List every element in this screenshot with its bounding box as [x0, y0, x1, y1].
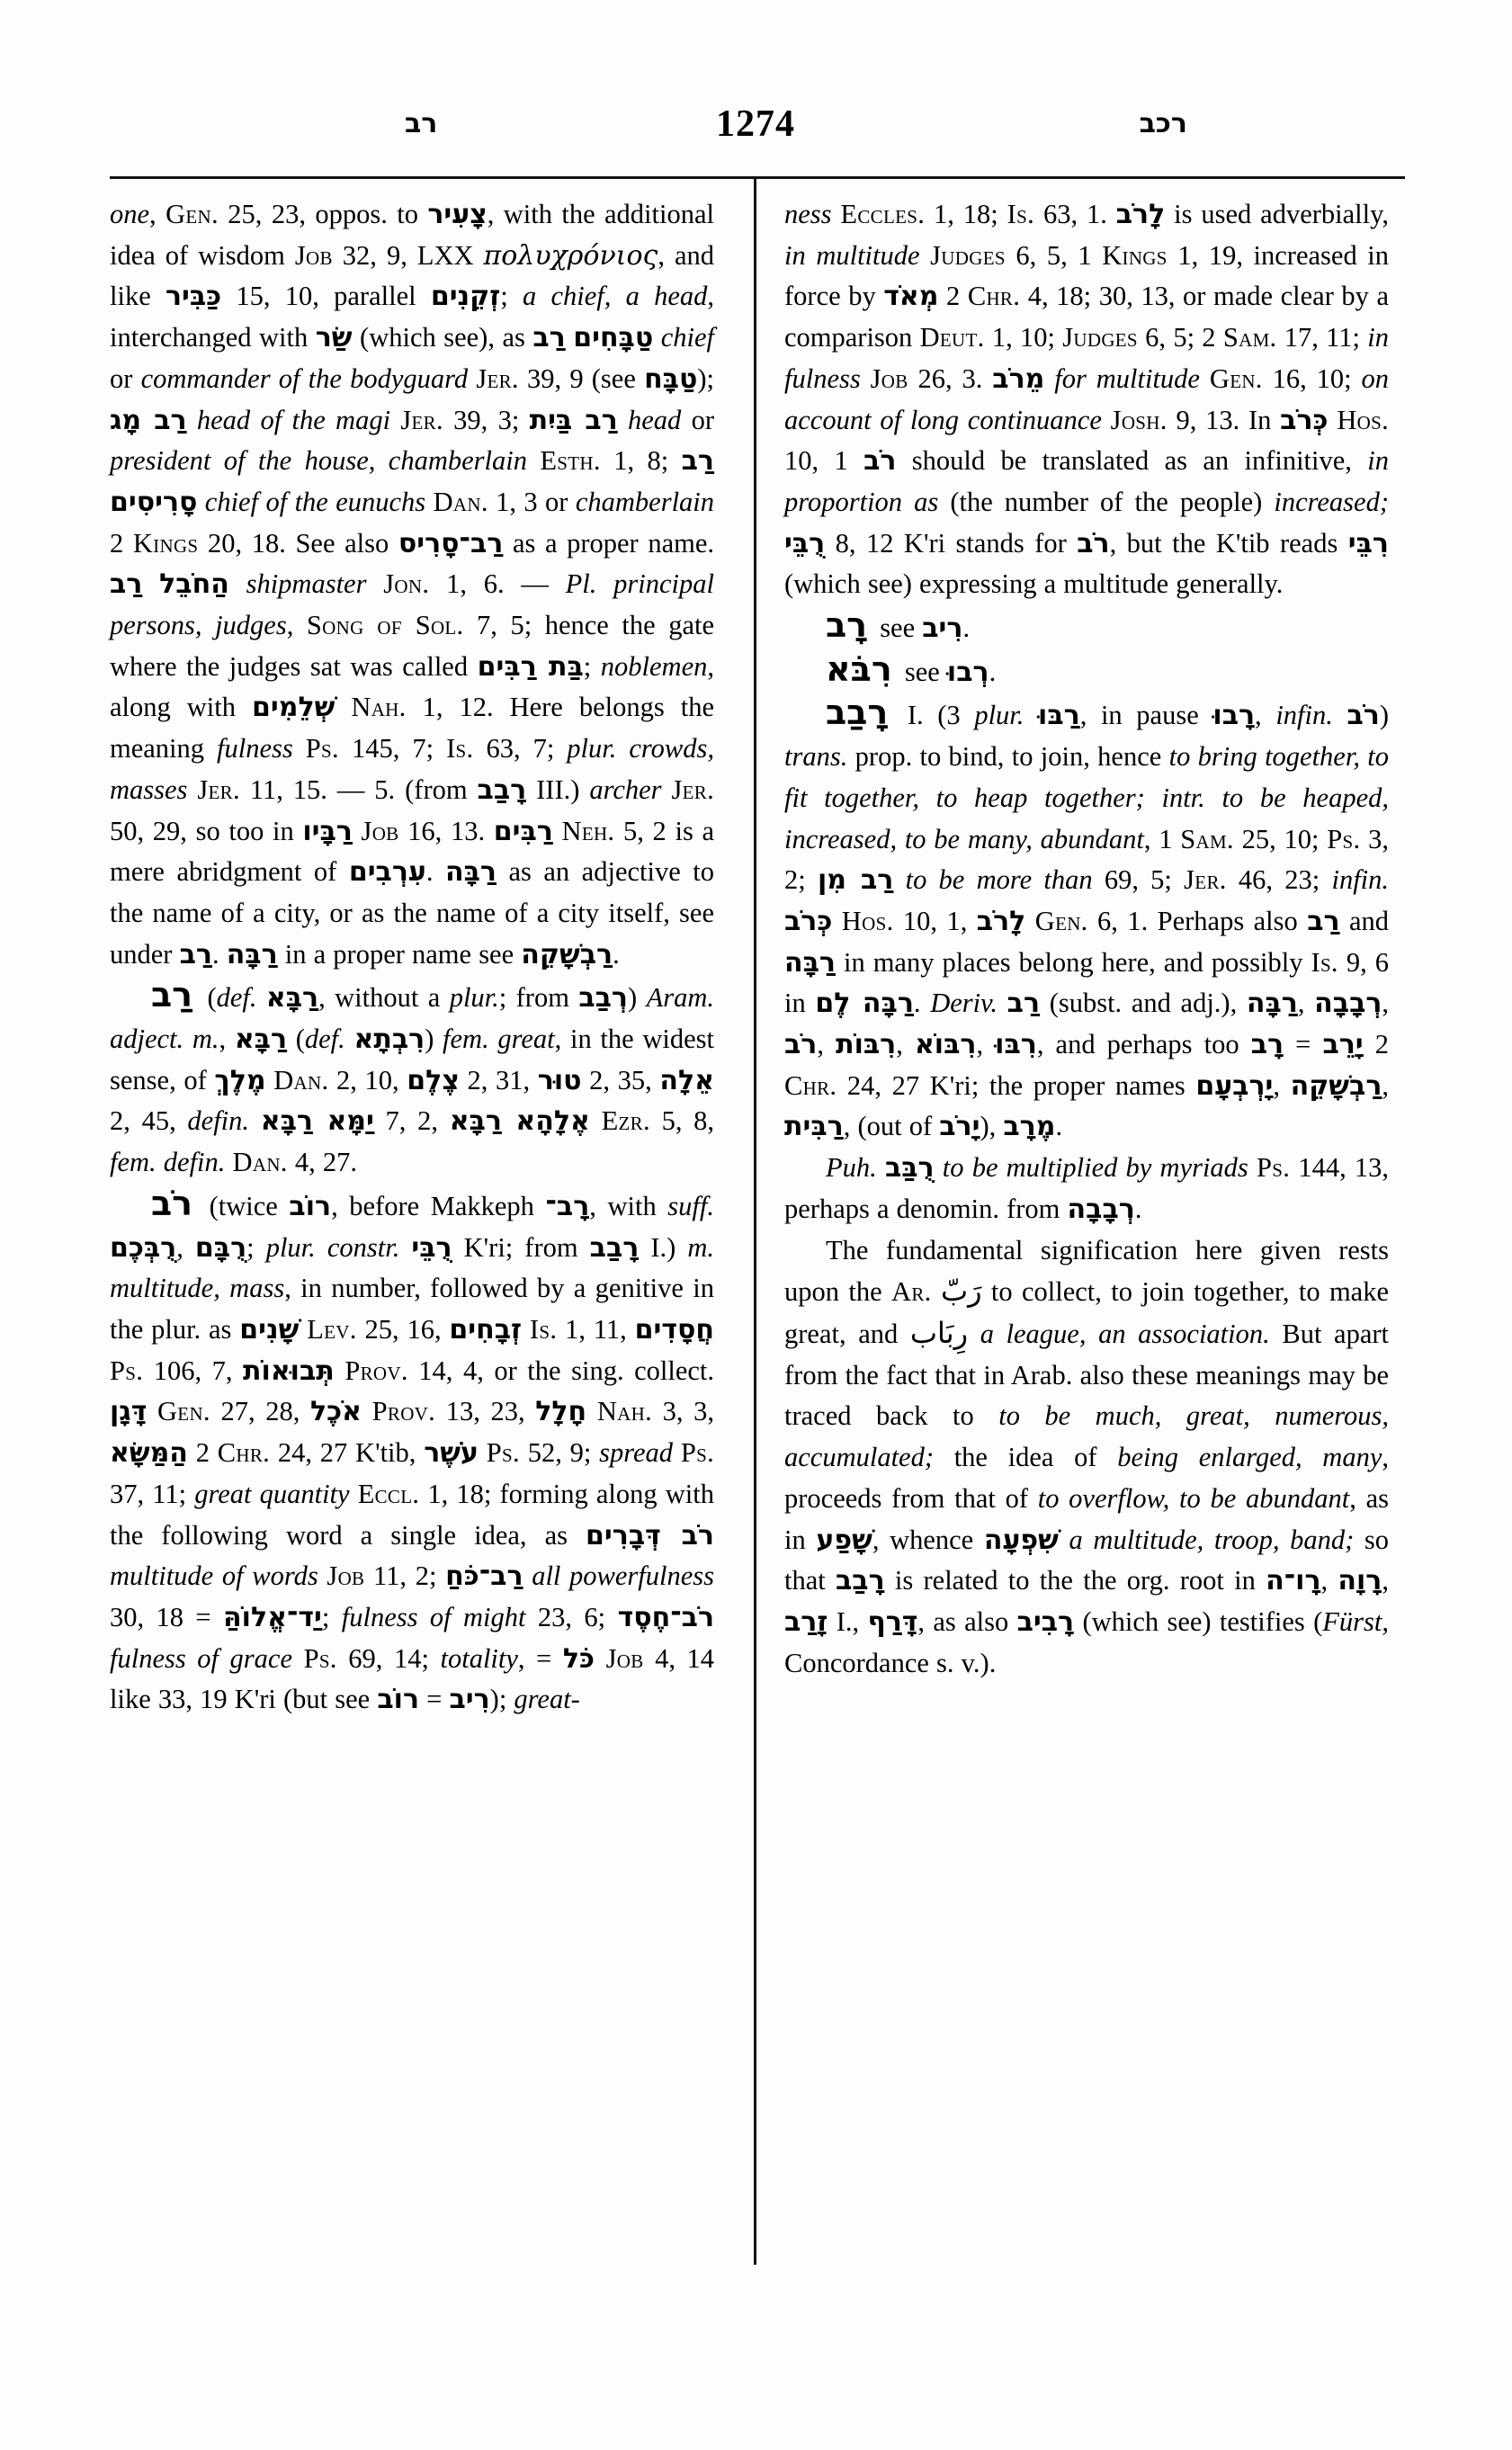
paragraph: רָב see רִיב.: [826, 605, 971, 646]
page-number: 1274: [716, 103, 795, 145]
column-separator-rule: [754, 176, 756, 2265]
paragraph: רִבֹּא see רְבוּ.: [826, 648, 997, 689]
paragraph: Puh. רֻבַּב to be multiplied by myriads Ps. 144, 13, perhaps a denomin. from רְבָבָה.: [784, 1152, 1390, 1225]
right-text-column: [784, 194, 1389, 1684]
paragraph: one, Gen. 25, 23, oppos. to צָעִיר, with the additional idea of wisdom Job 32, 9, LXX πολυχρόνιος, and like כַּבִּיר 15, 10, parallel זְקֵנִים; a chief, a head, interchanged with שַׂר (which see), as רַב טַבָּחִים chief or commander of the bodyguard Jer. 39, 9 (see טַבָּח); רַב מָג head of the magi Jer. 39, 3; רַב בַּיִת head or president of the house, chamberlain Esth. 1, 8; רַב סָרִיסִים chief of the eunuchs Dan. 1, 3 or chamberlain 2 Kings 20, 18. See also רַב־סָרִיס as a proper name. רַב הַחֹבֵל shipmaster Jon. 1, 6. — Pl. principal persons, judges, Song of Sol. 7, 5; hence the gate where the judges sat was called בַּת רַבִּים; noblemen, along with שְׁלֵמִים Nah. 1, 12. Here belongs the meaning fulness Ps. 145, 7; Is. 63, 7; plur. crowds, masses Jer. 11, 15. — 5. (from רָבַב III.) archer Jer. 50, 29, so too in רַבָּיו Job 16, 13. רַבִּים Neh. 5, 2 is a mere abridgment of עִרְבִים. רַבָּה as an adjective to the name of a city, or as the name of a city itself, see under רַב. רַבָּה in a proper name see רַבְשָׁקֵה.: [110, 199, 715, 970]
paragraph: רַב (def. רַבָּא, without a plur.; from רְבַב) Aram. adject. m., רַבָּא (def. רִבְתָא) fem. great, in the widest sense, of מֶלֶךְ Dan. 2, 10, צֶלֶם 2, 31, טוּר 2, 35, אֵלָה 2, 45, defin. יַמָּא רַבָּא 7, 2, אֶלָהָא רַבָּא Ezr. 5, 8, fem. defin. Dan. 4, 27.: [110, 975, 715, 1178]
running-head-left-lemma: רב: [405, 108, 438, 139]
paragraph: ness Eccles. 1, 18; Is. 63, 1. לָרֹב is used adverbially, in multitude Judges 6, 5, 1 Kings 1, 19, increased in force by מְאֹד 2 Chr. 4, 18; 30, 13, or made clear by a comparison Deut. 1, 10; Judges 6, 5; 2 Sam. 17, 11; in fulness Job 26, 3. מֵרֹב for multitude Gen. 16, 10; on account of long continuance Josh. 9, 13. In כְּרֹב Hos. 10, 1 רֹב should be translated as an infinitive, in proportion as (the number of the people) increased; רֻבֵּי 8, 12 K'ri stands for רֹב, but the K'tib reads רִבֵּי (which see) expressing a multitude generally.: [784, 199, 1390, 600]
paragraph: רָבַב I. (3 plur. רַבּוּ, in pause רָבוּ, infin. רֹב) trans. prop. to bind, to join, hence to bring together, to fit together, to heap together; intr. to be heaped, increased, to be many, abundant, 1 Sam. 25, 10; Ps. 3, 2; רַב מִן to be more than 69, 5; Jer. 46, 23; infin. כְּרֹב Hos. 10, 1, לָרֹב Gen. 6, 1. Perhaps also רַב and רַבָּה in many places belong here, and possibly Is. 9, 6 in רַבָּה לֶם. Deriv. רַב (subst. and adj.), רַבָּה, רְבָבָה, רֹב, רִבּוֹת, רִבּוֹא, רִבּוּ, and perhaps too רָב = יָרֵב 2 Chr. 24, 27 K'ri; the proper names יָרְבְעָם, רַבְשָׁקֵה, רַבִּית, (out of יָרֹב), מֶרָב.: [784, 693, 1390, 1143]
paragraph: רֹב (twice רוֹב, before Makkeph רָב־, with suff. רֻבְּכֶם, רֻבָּם; plur. constr. רֻבֵּי K'ri; from רָבַב I.) m. multitude, mass, in number, followed by a genitive in the plur. as שָׁנִים Lev. 25, 16, זְבָחִים Is. 1, 11, חֲסָדִים Ps. 106, 7, תְּבוּאוֹת Prov. 14, 4, or the sing. collect. דָּגָן Gen. 27, 28, אֹכֶל Prov. 13, 23, חָלָל Nah. 3, 3, הַמַּשָּׂא 2 Chr. 24, 27 K'tib, עֹשֶׁר Ps. 52, 9; spread Ps. 37, 11; great quantity Eccl. 1, 18; forming along with the following word a single idea, as רֹב דְּבָרִים multitude of words Job 11, 2; רַב־כֹּחַ all powerfulness 30, 18 = יַד־אֱלוֹהַּ; fulness of might 23, 6; רֹב־חֶסֶד fulness of grace Ps. 69, 14; totality, = כֹּל Job 4, 14 like 33, 19 K'ri (but see רוֹב = רִיב); great-: [110, 1183, 715, 1716]
left-text-column: [110, 194, 714, 1721]
header-rule: [110, 176, 1405, 179]
paragraph: The fundamental signification here given rests upon the Ar. رَبّ to collect, to join together, to make great, and رِبَاب a league, an association. But apart from the fact that in Arab. also these meanings may be traced back to to be much, great, numerous, accumulated; the idea of being enlarged, many, proceeds from that of to overflow, to be abundant, as in שָׁפַע, whence שִׁפְעָה a multitude, troop, band; so that רָבַב is related to the the org. root in רָו־ה, רָוָה, זָרַב I., דָּרַף, as also רָבִיב (which see) testifies (Fürst, Concordance s. v.).: [784, 1234, 1390, 1678]
running-head: [99, 97, 1412, 160]
running-head-right-lemma: רכב: [1139, 108, 1187, 139]
